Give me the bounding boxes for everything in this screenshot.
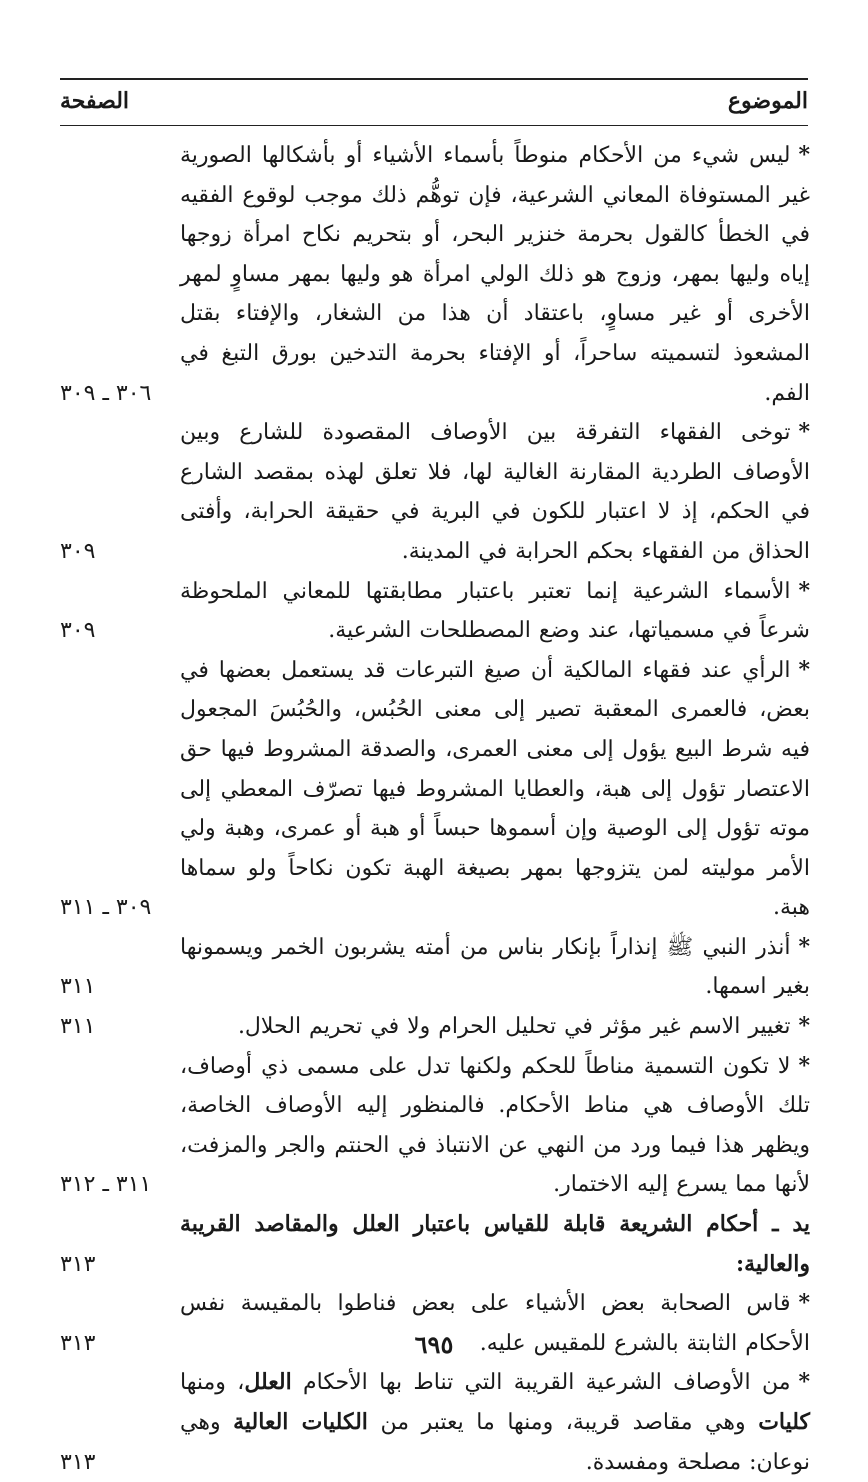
bullet-marker: * xyxy=(798,419,810,446)
table-header xyxy=(60,78,808,126)
entry-text-part: من الأوصاف الشرعية القريبة التي تناط بها الأحكام xyxy=(291,1370,791,1396)
index-entry xyxy=(60,1007,810,1047)
index-entry xyxy=(60,413,810,571)
page-column-label: الصفحة xyxy=(60,88,130,114)
entry-text: ليس شيء من الأحكام منوطاً بأسماء الأشياء أو بأشكالها الصورية غير المستوفاة المعاني الشرعية، فإن توهُّم ذلك موجب لوقوع الفقيه في الخطأ كالقول بحرمة خنزير البحر، أو بتحريم نكاح امرأة زوجها إياه وليها بمهر، وزوج هو ذلك الولي امرأة هو وليها بمهر مساوٍ لمهر الأخرى أو غير مساوٍ، باعتقاد أن هذا من الشغار، والإفتاء بقتل المشعوذ لتسميته ساحراً، أو الإفتاء بحرمة التدخين بورق التبغ في الفم. xyxy=(180,143,810,406)
entry-text-part: ، ومنها xyxy=(180,1370,245,1396)
entry-page-ref: ٣١٣ xyxy=(60,1251,96,1277)
entry-page-ref: ٣١١ ـ ٣١٢ xyxy=(60,1172,152,1198)
section-label: يد ـ xyxy=(772,1211,810,1238)
entry-text: الرأي عند فقهاء المالكية أن صيغ التبرعات قد يستعمل بعضها في بعض، فالعمرى المعقبة تصير إلى معنى الحُبُس، والحُبُسَ المجعول فيه شرط البيع يؤول إلى معنى العمرى، والصدقة المشروط فيها حق الاعتصار تؤول إلى هبة، والعطايا المشروط فيها تصرّف المعطي إلى موته تؤول إلى الوصية وإن أسموها حبساً أو هبة أو عمرى، وهبة ولي الأمر موليته لمن يتزوجها بمهر بصيغة الهبة تكون نكاحاً ولو سماها هبة. xyxy=(180,657,810,921)
bullet-marker: * xyxy=(798,656,810,683)
bullet-marker: * xyxy=(798,1290,810,1317)
entry-text-part: وهي نوعان: مصلحة ومفسدة. xyxy=(180,1410,810,1475)
entry-text: توخى الفقهاء التفرقة بين الأوصاف المقصودة للشارع وبين الأوصاف الطردية المقارنة الغالية لها، فلا تعلق لهذه بمقصد الشارع في الحكم، إذ لا اعتبار للكون في البرية في حقيقة الحرابة، وأفتى الحذاق من الفقهاء بحكم الحرابة في المدينة. xyxy=(180,420,810,564)
index-entry xyxy=(60,136,810,413)
entry-text-bold: الكليات العالية xyxy=(233,1409,368,1435)
bullet-marker: * xyxy=(798,933,810,960)
entry-text-bold: كليات xyxy=(758,1409,810,1435)
entry-page-ref: ٣١١ xyxy=(60,974,96,1000)
index-entry xyxy=(60,1047,810,1205)
entry-page-ref: ٣١٣ xyxy=(60,1330,96,1356)
index-entry xyxy=(60,651,810,928)
entry-page-ref: ٣٠٩ xyxy=(60,618,96,644)
index-entry xyxy=(60,1363,810,1482)
entry-text: قاس الصحابة بعض الأشياء على بعض فناطوا بالمقيسة نفس الأحكام الثابتة بالشرع للمقيس عليه. xyxy=(180,1291,810,1356)
entry-page-ref: ٣٠٩ xyxy=(60,538,96,564)
entry-page-ref: ٣٠٦ ـ ٣٠٩ xyxy=(60,380,152,406)
index-entry xyxy=(60,572,810,651)
page-number: ٦٩٥ xyxy=(414,1330,454,1359)
entry-text: أنذر النبي ﷺ إنذاراً بإنكار بناس من أمته يشربون الخمر ويسمونها بغير اسمها. xyxy=(180,934,810,1000)
bullet-marker: * xyxy=(798,1369,810,1396)
entry-page-ref: ٣١١ xyxy=(60,1014,96,1040)
entry-page-ref: ٣١٣ xyxy=(60,1449,96,1475)
index-entries xyxy=(60,136,810,1482)
entry-text: تغيير الاسم غير مؤثر في تحليل الحرام ولا في تحريم الحلال. xyxy=(237,1014,791,1040)
entry-text-bold: العلل xyxy=(244,1369,292,1396)
index-entry xyxy=(60,928,810,1007)
entry-page-ref: ٣٠٩ ـ ٣١١ xyxy=(60,895,152,921)
entry-text-part: وهي مقاصد قريبة، ومنها ما يعتبر من xyxy=(367,1410,759,1435)
bullet-marker: * xyxy=(798,1052,810,1079)
bullet-marker: * xyxy=(798,577,810,604)
bullet-marker: * xyxy=(798,142,810,168)
section-title: أحكام الشريعة قابلة للقياس باعتبار العلل والمقاصد القريبة والعالية: xyxy=(180,1211,810,1277)
index-section-heading xyxy=(60,1205,810,1284)
bullet-marker: * xyxy=(798,1013,810,1040)
entry-text: الأسماء الشرعية إنما تعتبر باعتبار مطابقتها للمعاني الملحوظة شرعاً في مسمياتها، عند وضع المصطلحات الشرعية. xyxy=(180,578,810,644)
topic-column-label: الموضوع xyxy=(727,88,808,114)
entry-text: لا تكون التسمية مناطاً للحكم ولكنها تدل على مسمى ذي أوصاف، تلك الأوصاف هي مناط الأحكام. فالمنظور إليه الأوصاف الخاصة، ويظهر هذا فيما ورد من النهي عن الانتباذ في الحنتم والجر والمزفت، لأنها مما يسرع إليه الاختمار. xyxy=(180,1053,810,1198)
